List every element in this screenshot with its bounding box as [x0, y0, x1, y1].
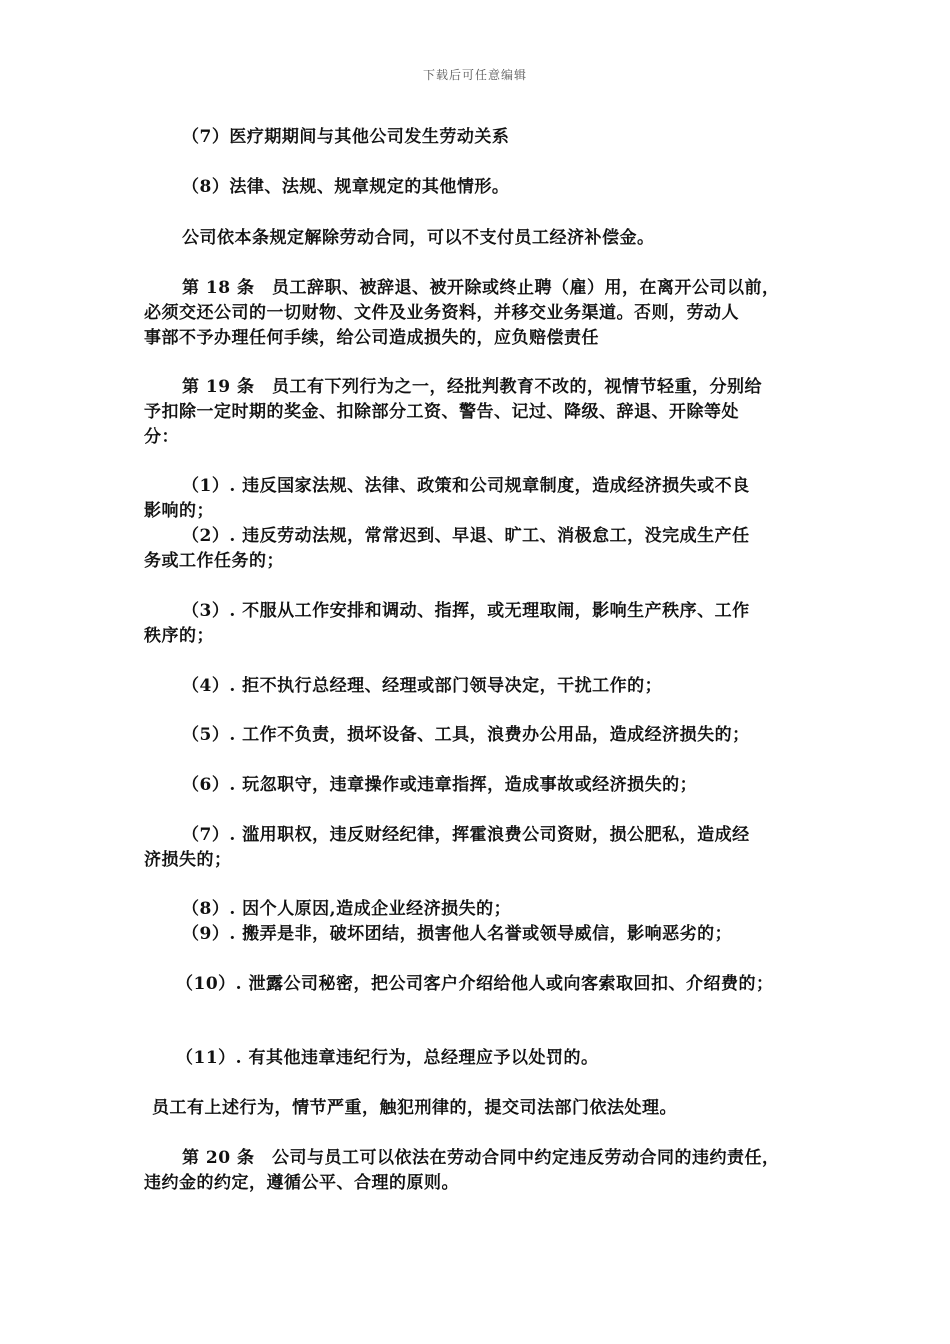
- article-18-line-3: 事部不予办理任何手续，给公司造成损失的，应负赔偿责任: [144, 328, 599, 348]
- penalty-item-2-line-2: 务或工作任务的；: [144, 551, 284, 571]
- article-18-line-2: 必须交还公司的一切财物、文件及业务资料，并移交业务渠道。否则，劳动人: [144, 303, 739, 323]
- penalty-item-1-line-1: （1）. 违反国家法规、法律、政策和公司规章制度，造成经济损失或不良: [182, 476, 750, 496]
- article-20-line-1: 第 20 条 公司与员工可以依法在劳动合同中约定违反劳动合同的违约责任，: [182, 1148, 780, 1168]
- article-19-line-3: 分：: [144, 427, 179, 447]
- penalty-item-3-line-1: （3）. 不服从工作安排和调动、指挥，或无理取闹，影响生产秩序、工作: [182, 601, 750, 621]
- penalty-item-5: （5）. 工作不负责，损坏设备、工具，浪费办公用品，造成经济损失的；: [182, 725, 750, 745]
- penalty-item-4: （4）. 拒不执行总经理、经理或部门领导决定，干扰工作的；: [182, 676, 663, 696]
- article-19-line-1: 第 19 条 员工有下列行为之一，经批判教育不改的，视情节轻重，分别给: [182, 377, 762, 397]
- no-compensation-note: 公司依本条规定解除劳动合同，可以不支付员工经济补偿金。: [182, 228, 655, 248]
- penalty-item-6: （6）. 玩忽职守，违章操作或违章指挥，造成事故或经济损失的；: [182, 775, 698, 795]
- article-19-line-2: 予扣除一定时期的奖金、扣除部分工资、警告、记过、降级、辞退、开除等处: [144, 402, 739, 422]
- penalty-item-11: （11）. 有其他违章违纪行为，总经理应予以处罚的。: [176, 1048, 599, 1068]
- clause-item-7: （7）医疗期期间与其他公司发生劳动关系: [182, 127, 510, 147]
- page-header: 下载后可任意编辑: [422, 68, 527, 82]
- penalty-item-3-line-2: 秩序的；: [144, 626, 214, 646]
- penalty-item-7-line-1: （7）. 滥用职权，违反财经纪律，挥霍浪费公司资财，损公肥私，造成经: [182, 825, 750, 845]
- clause-item-8: （8）法律、法规、规章规定的其他情形。: [182, 177, 510, 197]
- penalty-item-8: （8）. 因个人原因,造成企业经济损失的；: [182, 899, 512, 919]
- article-20-line-2: 违约金的约定，遵循公平、合理的原则。: [144, 1173, 459, 1193]
- penalty-item-10: （10）. 泄露公司秘密，把公司客户介绍给他人或向客索取回扣、介绍费的；: [176, 974, 774, 994]
- penalty-item-1-line-2: 影响的；: [144, 501, 214, 521]
- criminal-referral-note: 员工有上述行为，情节严重，触犯刑律的，提交司法部门依法处理。: [152, 1098, 677, 1118]
- penalty-item-9: （9）. 搬弄是非，破坏团结，损害他人名誉或领导威信，影响恶劣的；: [182, 924, 733, 944]
- penalty-item-2-line-1: （2）. 违反劳动法规，常常迟到、早退、旷工、消极怠工，没完成生产任: [182, 526, 750, 546]
- penalty-item-7-line-2: 济损失的；: [144, 850, 232, 870]
- article-18-line-1: 第 18 条 员工辞职、被辞退、被开除或终止聘（雇）用，在离开公司以前，: [182, 278, 780, 298]
